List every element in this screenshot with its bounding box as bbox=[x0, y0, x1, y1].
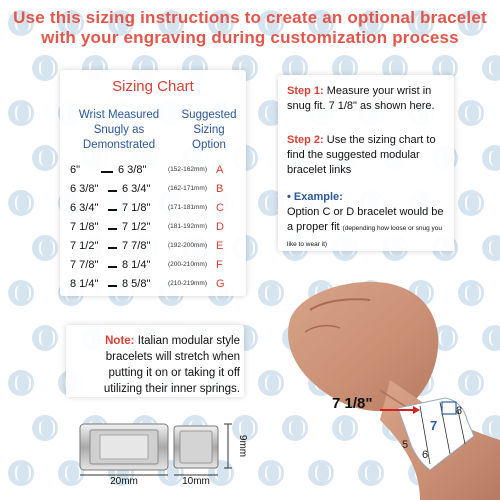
pattern-dot bbox=[482, 145, 500, 171]
column-header-wrist bbox=[66, 108, 172, 153]
pattern-dot bbox=[32, 325, 58, 351]
sizing-chart-panel bbox=[60, 70, 246, 296]
wide-link-width-label: 20mm bbox=[110, 476, 138, 485]
tape-number: 8 bbox=[456, 405, 463, 417]
wide-link-image bbox=[80, 424, 168, 470]
column-header-wrist-line-1: Wrist Measured bbox=[78, 109, 160, 121]
size-to: 7 1/2" bbox=[122, 221, 151, 233]
range-dash bbox=[108, 247, 117, 249]
hand-image bbox=[288, 282, 500, 500]
note-label: Note: bbox=[105, 335, 135, 347]
pattern-dot bbox=[8, 190, 34, 216]
size-row bbox=[70, 201, 224, 219]
size-from: 7 1/8" bbox=[70, 221, 99, 233]
step-2-label: Step 2: bbox=[287, 134, 324, 146]
pattern-dot bbox=[458, 190, 484, 216]
example bbox=[287, 190, 451, 252]
size-row bbox=[70, 277, 225, 295]
size-mm: (210-219mm) bbox=[168, 280, 208, 287]
size-from: 7 7/8" bbox=[70, 259, 99, 271]
size-option: A bbox=[216, 164, 224, 176]
example-small-text: (depending how loose or snug you like to wear it) bbox=[287, 225, 443, 248]
wrist-measurement-illustration bbox=[270, 250, 500, 500]
pattern-dot bbox=[8, 370, 34, 396]
link-height-label: 9mm bbox=[237, 434, 248, 458]
step-1-text: Measure your wrist in snug fit. 7 1/8" as shown here. bbox=[287, 85, 435, 112]
steps-panel bbox=[278, 75, 454, 251]
size-to: 8 5/8" bbox=[122, 278, 151, 290]
column-header-wrist-line-3: Demonstrated bbox=[82, 139, 156, 151]
pattern-dot bbox=[8, 100, 34, 126]
banner-line-2: with your engraving during customization process bbox=[41, 28, 459, 47]
size-mm: (192-200mm) bbox=[168, 242, 208, 249]
step-2-text: Use the sizing chart to find the suggested modular bracelet links bbox=[287, 134, 436, 176]
size-from: 6 3/4" bbox=[70, 202, 99, 214]
range-dash bbox=[108, 266, 117, 268]
pattern-dot bbox=[32, 235, 58, 261]
example-text: Option C or D bracelet would be a proper fit bbox=[287, 206, 444, 233]
step-1 bbox=[287, 84, 449, 114]
bracelet-links-diagram bbox=[60, 405, 260, 485]
size-mm: (162-171mm) bbox=[168, 185, 208, 192]
size-to: 8 1/4" bbox=[122, 259, 151, 271]
range-dash bbox=[108, 228, 117, 230]
size-row bbox=[70, 182, 224, 200]
size-option: B bbox=[216, 183, 224, 195]
size-option: F bbox=[216, 259, 223, 271]
size-to: 7 7/8" bbox=[122, 240, 151, 252]
size-mm: (171-181mm) bbox=[168, 204, 208, 211]
sizing-chart-title: Sizing Chart bbox=[112, 78, 194, 95]
height-dimension-line bbox=[224, 424, 232, 468]
pattern-dot bbox=[458, 100, 484, 126]
size-to: 6 3/4" bbox=[122, 183, 151, 195]
size-from: 7 1/2" bbox=[70, 240, 99, 252]
banner bbox=[0, 8, 500, 48]
size-row bbox=[70, 258, 223, 276]
size-option: C bbox=[216, 202, 224, 214]
size-to: 6 3/8" bbox=[118, 164, 147, 176]
pattern-dot bbox=[8, 460, 34, 486]
pattern-dot bbox=[32, 415, 58, 441]
tape-number: 5 bbox=[402, 439, 409, 451]
column-header-option-line-2: Sizing bbox=[193, 124, 225, 136]
example-label: • Example: bbox=[287, 191, 343, 203]
size-from: 6 3/8" bbox=[70, 183, 99, 195]
column-header-option bbox=[176, 108, 242, 153]
tape-number: 7 bbox=[430, 418, 438, 433]
range-dash bbox=[101, 171, 113, 173]
narrow-link-image bbox=[174, 426, 218, 468]
size-row bbox=[70, 163, 224, 181]
size-mm: (200-210mm) bbox=[168, 261, 208, 268]
size-mm: (152-162mm) bbox=[168, 166, 208, 173]
pattern-dot bbox=[32, 145, 58, 171]
step-1-label: Step 1: bbox=[287, 85, 324, 97]
banner-line-1: Use this sizing instructions to create an optional bracelet bbox=[13, 8, 487, 27]
column-header-option-line-1: Suggested bbox=[181, 109, 237, 121]
narrow-link-width-label: 10mm bbox=[182, 476, 210, 485]
column-header-wrist-line-2: Snugly as bbox=[93, 124, 145, 136]
size-from: 6" bbox=[70, 164, 81, 176]
note-text-block bbox=[76, 333, 240, 397]
size-row bbox=[70, 239, 224, 257]
note-panel bbox=[66, 325, 244, 397]
size-from: 8 1/4" bbox=[70, 278, 99, 290]
size-row bbox=[70, 220, 224, 238]
note-text: Italian modular style bracelets will stretch when putting it on or taking it off utilizing their inner springs. bbox=[103, 335, 240, 395]
size-to: 7 1/8" bbox=[122, 202, 151, 214]
column-header-option-line-3: Option bbox=[192, 139, 226, 151]
tape-number: 6 bbox=[422, 449, 429, 461]
wrist-measure-label: 7 1/8" bbox=[332, 395, 373, 412]
size-mm: (181-192mm) bbox=[168, 223, 208, 230]
pattern-dot bbox=[32, 55, 58, 81]
pattern-dot bbox=[8, 280, 34, 306]
size-option: D bbox=[216, 221, 224, 233]
size-option: E bbox=[216, 240, 224, 252]
pattern-dot bbox=[482, 55, 500, 81]
step-2 bbox=[287, 133, 451, 178]
range-dash bbox=[108, 190, 117, 192]
range-dash bbox=[108, 209, 117, 211]
size-option: G bbox=[216, 278, 225, 290]
range-dash bbox=[108, 285, 117, 287]
